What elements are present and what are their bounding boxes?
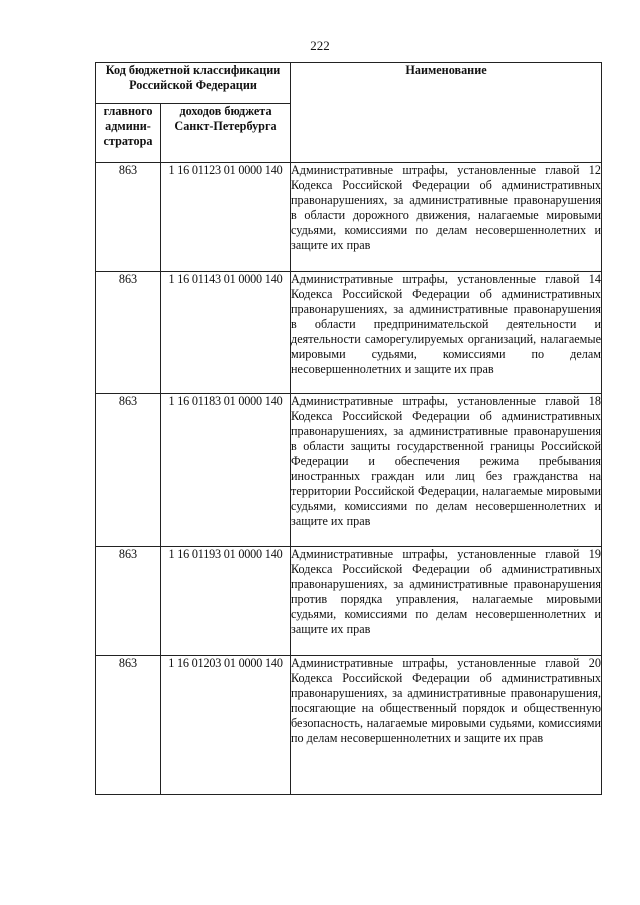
header-classification-code: Код бюджетной классификации Российской Федерации — [96, 63, 291, 104]
header-main-administrator: главного админи-стратора — [96, 104, 161, 163]
administrator-code-cell: 863 — [96, 272, 161, 394]
table-row — [96, 394, 602, 547]
revenue-code-cell: 1 16 01143 01 0000 140 — [161, 272, 291, 394]
name-cell: Административные штрафы, установленные главой 12 Кодекса Российской Федерации об административных правонарушениях, за административные правонарушения в области дорожного движения, налагаемые мировыми судьями, комиссиями по делам несовершеннолетних и защите их прав — [291, 163, 602, 272]
header-name: Наименование — [291, 63, 602, 163]
administrator-code-cell: 863 — [96, 656, 161, 795]
name-cell: Административные штрафы, установленные главой 19 Кодекса Российской Федерации об административных правонарушениях, за административные правонарушения против порядка управления, налагаемые мировыми судьями, комиссиями по делам несовершеннолетних и защите их прав — [291, 547, 602, 656]
revenue-code-cell: 1 16 01203 01 0000 140 — [161, 656, 291, 795]
header-revenue-code: доходов бюджета Санкт-Петербурга — [161, 104, 291, 163]
budget-classification-table — [95, 62, 602, 795]
table-row — [96, 163, 602, 272]
name-cell: Административные штрафы, установленные главой 18 Кодекса Российской Федерации об административных правонарушениях, за административные правонарушения в области защиты государственной границы Российской Федерации и обеспечения режима пребывания иностранных граждан или лиц без гражданства на территории Российской Федерации, налагаемые мировыми судьями, комиссиями по делам несовершеннолетних и защите их прав — [291, 394, 602, 547]
administrator-code-cell: 863 — [96, 547, 161, 656]
administrator-code-cell: 863 — [96, 394, 161, 547]
revenue-code-cell: 1 16 01123 01 0000 140 — [161, 163, 291, 272]
table-row — [96, 656, 602, 795]
page-number: 222 — [310, 38, 330, 53]
name-cell: Административные штрафы, установленные главой 20 Кодекса Российской Федерации об административных правонарушениях, за административные правонарушения, посягающие на общественный порядок и общественную безопасность, налагаемые мировыми судьями, комиссиями по делам несовершеннолетних и защите их прав — [291, 656, 602, 795]
table-row — [96, 547, 602, 656]
revenue-code-cell: 1 16 01183 01 0000 140 — [161, 394, 291, 547]
revenue-code-cell: 1 16 01193 01 0000 140 — [161, 547, 291, 656]
administrator-code-cell: 863 — [96, 163, 161, 272]
name-cell: Административные штрафы, установленные главой 14 Кодекса Российской Федерации об административных правонарушениях, за административные правонарушения в области предпринимательской деятельности и деятельности саморегулируемых организаций, налагаемые мировыми судьями, комиссиями по делам несовершеннолетних и защите их прав — [291, 272, 602, 394]
table-row — [96, 272, 602, 394]
